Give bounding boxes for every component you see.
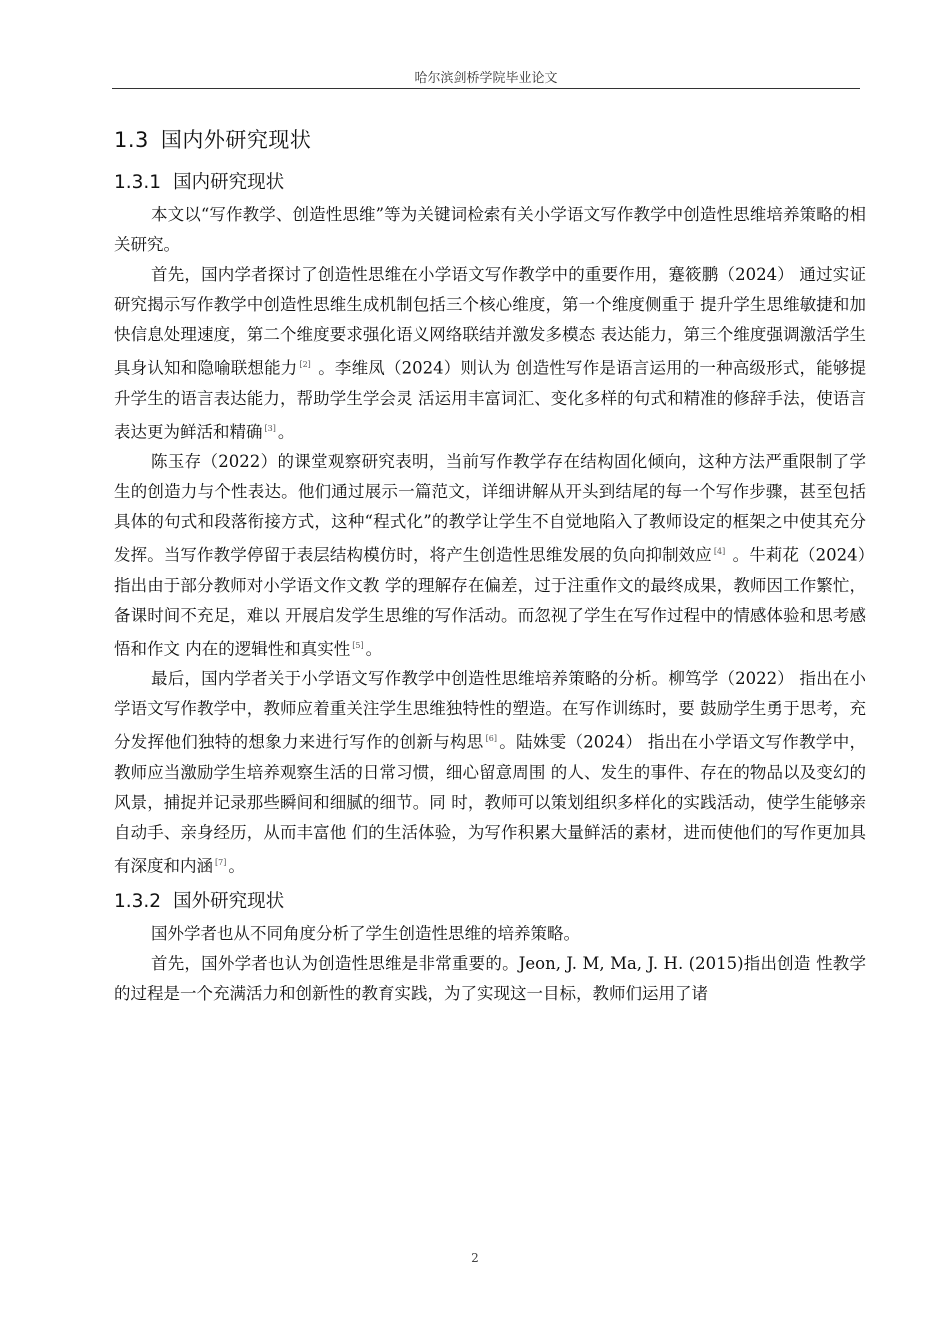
citation-marker: [3]: [264, 423, 276, 433]
paragraph-text: 。: [277, 422, 295, 441]
paragraph-text: 。: [365, 639, 383, 658]
citation-marker: [2]: [299, 360, 311, 369]
section-heading: [114, 124, 866, 154]
page-content: [114, 120, 866, 1009]
subsection-heading-foreign: [114, 887, 866, 913]
citation-marker: [7]: [215, 857, 227, 867]
paragraph-text: 首先，国内学者探讨了创造性思维在小学语文写作教学中的重要作用，蹇筱鹏（2024） 通过实证研究揭示写作教学中创造性思维生成机制包括三个核心维度，第一个维度侧重于 提升学生思维敏捷和加快信息处理速度，第二个维度要求强化语义网络联结并激发多模态 表达能力，第三个维度强调激活学生具身认知和隐喻联想能力: [114, 265, 866, 378]
paragraph-text: 。: [228, 856, 245, 875]
subsection-number: 1.3.1: [114, 172, 162, 193]
subsection-heading-domestic: [114, 168, 866, 194]
paragraph-text: 。牛莉花（2024）指出由于部分教师对小学语文作文教 学的理解存在偏差，过于注重作文的最终成果，教师因工作繁忙，备课时间不充足，难以 开展启发学生思维的写作活动。而忽视了学生在写作过程中的情感体验和思考感悟和作文 内在的逻辑性和真实性: [114, 545, 866, 658]
subsection-title: 国内研究现状: [173, 172, 285, 193]
section-title: 国内外研究现状: [160, 128, 312, 152]
running-header: 哈尔滨剑桥学院毕业论文: [414, 71, 558, 86]
citation-marker: [6]: [485, 734, 497, 743]
paragraph-text: 陈玉存（2022）的课堂观察研究表明，当前写作教学存在结构固化倾向，这种方法严重限制了学生的创造力与个性表达。他们通过展示一篇范文，详细讲解从开头到结尾的每一个写作步骤，甚至包括具体的句式和段落衔接方式，这种“程式化”的教学让学生不自觉地陷入了教师设定的框架之中使其充分发挥。当写作教学停留于表层结构模仿时，将产生创造性思维发展的负向抑制效应: [114, 452, 866, 565]
page-number: 2: [471, 1251, 479, 1265]
section-number: 1.3: [114, 128, 149, 152]
citation-marker: [5]: [352, 640, 364, 650]
paragraph-text: 。陆姝雯（2024） 指出在小学语文写作教学中，教师应当激励学生培养观察生活的日常习惯，细心留意周围 的人、发生的事件、存在的物品以及变幻的风景，捕捉并记录那些瞬间和细腻的细节。同 时，教师可以策划组织多样化的实践活动，使学生能够亲自动手、亲身经历，从而丰富他 们的生活体验，为写作积累大量鲜活的素材，进而使他们的写作更加具有深度和内涵: [114, 732, 866, 875]
paragraph-text: 最后，国内学者关于小学语文写作教学中创造性思维培养策略的分析。柳笃学（2022） 指出在小学语文写作教学中，教师应着重关注学生思维独特性的塑造。在写作训练时，要 鼓励学生勇于思考，充分发挥他们独特的想象力来进行写作的创新与构思: [114, 669, 866, 752]
paragraph-text: 。李维凤（2024）则认为 创造性写作是语言运用的一种高级形式，能够提升学生的语言表达能力，帮助学生学会灵 活运用丰富词汇、变化多样的句式和精准的修辞手法，使语言表达更为鲜活和精确: [114, 358, 867, 441]
paragraph: [114, 664, 866, 881]
paragraph: 国外学者也从不同角度分析了学生创造性思维的培养策略。: [151, 924, 580, 943]
paragraph: [114, 447, 866, 664]
subsection-title: 国外研究现状: [173, 891, 285, 912]
paragraph: [114, 260, 866, 447]
paragraph: 本文以“写作教学、创造性思维”等为关键词检索有关小学语文写作教学中创造性思维培养策略的相关研究。: [114, 205, 866, 254]
subsection-number: 1.3.2: [114, 891, 162, 912]
paragraph: 首先，国外学者也认为创造性思维是非常重要的。Jeon, J. M, Ma, J. H. (2015)指出创造 性教学的过程是一个充满活力和创新性的教育实践，为了实现这一目标，教师们运用了诸: [114, 954, 866, 1003]
citation-marker: [4]: [713, 547, 726, 556]
header-rule: [112, 88, 860, 89]
